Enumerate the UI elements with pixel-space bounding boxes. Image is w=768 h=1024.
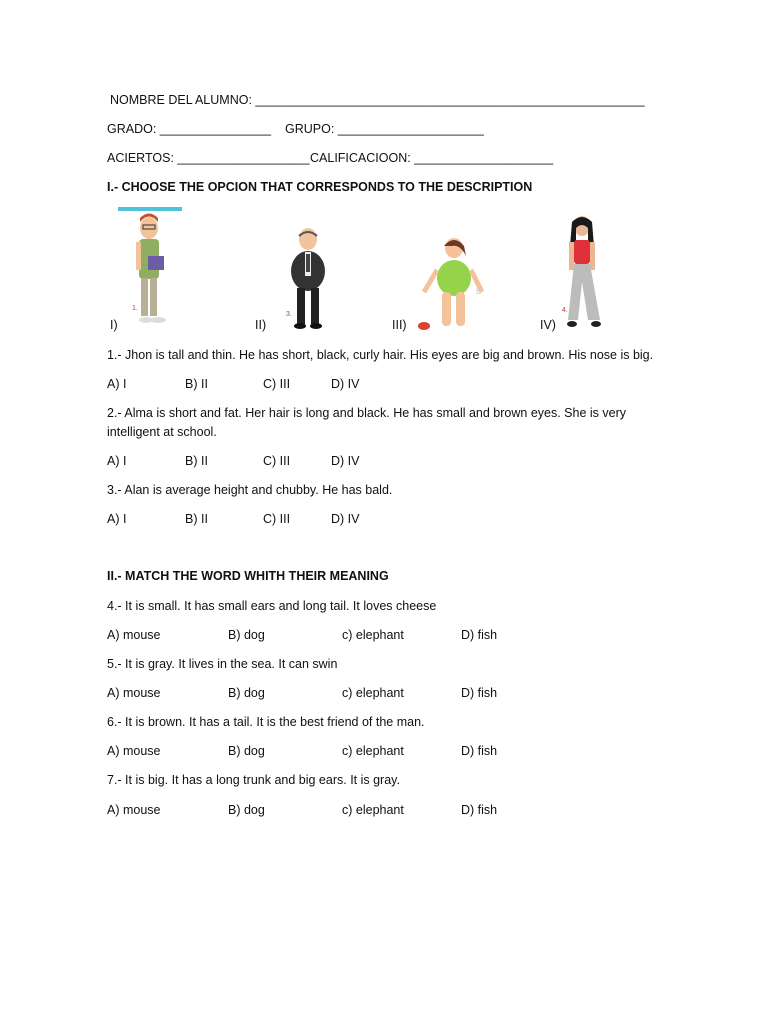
question-3: 3.- Alan is average height and chubby. He has bald. bbox=[107, 483, 393, 497]
aciertos-blank[interactable]: ___________________ bbox=[177, 151, 310, 165]
q3-option-d[interactable]: D) IV bbox=[331, 512, 360, 526]
q7-option-c[interactable]: c) elephant bbox=[342, 803, 404, 817]
tall-woman-figure bbox=[560, 212, 612, 332]
q5-option-d[interactable]: D) fish bbox=[461, 686, 498, 700]
q6-option-b[interactable]: B) dog bbox=[228, 744, 265, 758]
calificacion-field bbox=[310, 151, 553, 165]
question-2-cont: intelligent at school. bbox=[107, 425, 217, 439]
q3-option-a[interactable]: A) I bbox=[107, 512, 127, 526]
nombre-field bbox=[110, 93, 645, 107]
nombre-blank[interactable]: ________________________________________________________ bbox=[255, 93, 645, 107]
figure-label-3: III) bbox=[392, 318, 407, 332]
question-7: 7.- It is big. It has a long trunk and big ears. It is gray. bbox=[107, 773, 400, 787]
q5-option-a[interactable]: A) mouse bbox=[107, 686, 161, 700]
q2-option-b[interactable]: B) II bbox=[185, 454, 208, 468]
q7-option-d[interactable]: D) fish bbox=[461, 803, 498, 817]
q6-option-d[interactable]: D) fish bbox=[461, 744, 498, 758]
q5-option-c[interactable]: c) elephant bbox=[342, 686, 404, 700]
grado-field bbox=[107, 122, 271, 136]
q1-option-c[interactable]: C) III bbox=[263, 377, 291, 391]
aciertos-label: ACIERTOS: bbox=[107, 151, 174, 165]
q1-option-a[interactable]: A) I bbox=[107, 377, 127, 391]
grupo-blank[interactable]: _____________________ bbox=[337, 122, 484, 136]
q1-option-b[interactable]: B) II bbox=[185, 377, 208, 391]
grupo-field bbox=[285, 122, 484, 136]
figure-number-1: 1. bbox=[132, 305, 138, 312]
q6-option-a[interactable]: A) mouse bbox=[107, 744, 161, 758]
q2-option-c[interactable]: C) III bbox=[263, 454, 291, 468]
figure-number-4: 4. bbox=[562, 307, 568, 314]
grado-label: GRADO: bbox=[107, 122, 157, 136]
short-woman-figure bbox=[416, 236, 496, 332]
nombre-label: NOMBRE DEL ALUMNO: bbox=[110, 93, 252, 107]
figure-label-2: II) bbox=[255, 318, 267, 332]
q2-option-d[interactable]: D) IV bbox=[331, 454, 360, 468]
question-4: 4.- It is small. It has small ears and long tail. It loves cheese bbox=[107, 599, 437, 613]
question-6: 6.- It is brown. It has a tail. It is the best friend of the man. bbox=[107, 715, 425, 729]
grupo-label: GRUPO: bbox=[285, 122, 335, 136]
q4-option-b[interactable]: B) dog bbox=[228, 628, 265, 642]
q2-option-a[interactable]: A) I bbox=[107, 454, 127, 468]
question-5: 5.- It is gray. It lives in the sea. It can swin bbox=[107, 657, 338, 671]
grado-blank[interactable]: ________________ bbox=[159, 122, 272, 136]
q3-option-b[interactable]: B) II bbox=[185, 512, 208, 526]
chubby-bald-man-figure bbox=[282, 226, 332, 332]
figure-label-1: I) bbox=[110, 318, 118, 332]
q4-option-c[interactable]: c) elephant bbox=[342, 628, 404, 642]
section2-title: II.- MATCH THE WORD WHITH THEIR MEANING bbox=[107, 569, 389, 583]
q3-option-c[interactable]: C) III bbox=[263, 512, 291, 526]
q4-option-d[interactable]: D) fish bbox=[461, 628, 498, 642]
calificacion-label: CALIFICACIOON: bbox=[310, 151, 411, 165]
aciertos-field bbox=[107, 151, 310, 165]
q1-option-d[interactable]: D) IV bbox=[331, 377, 360, 391]
question-1: 1.- Jhon is tall and thin. He has short, black, curly hair. His eyes are big and brown. His nose is big. bbox=[107, 348, 654, 362]
question-2: 2.- Alma is short and fat. Her hair is long and black. He has small and brown eyes. She is very bbox=[107, 406, 626, 420]
figure-number-3: 3. bbox=[286, 311, 292, 318]
q7-option-b[interactable]: B) dog bbox=[228, 803, 265, 817]
q7-option-a[interactable]: A) mouse bbox=[107, 803, 161, 817]
q5-option-b[interactable]: B) dog bbox=[228, 686, 265, 700]
svg-text:E: E bbox=[476, 287, 482, 296]
q4-option-a[interactable]: A) mouse bbox=[107, 628, 161, 642]
figure-label-4: IV) bbox=[540, 318, 556, 332]
section1-title: I.- CHOOSE THE OPCION THAT CORRESPONDS TO THE DESCRIPTION bbox=[107, 180, 533, 194]
calificacion-blank[interactable]: ____________________ bbox=[414, 151, 554, 165]
tall-thin-boy-figure bbox=[116, 206, 186, 331]
q6-option-c[interactable]: c) elephant bbox=[342, 744, 404, 758]
